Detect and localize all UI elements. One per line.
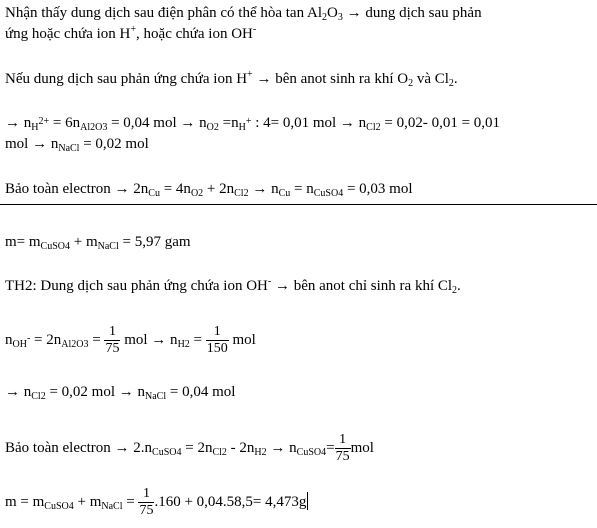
line-cl2-nacl-moles: → $n_{Cl2} = 0,02$ mol → $n_{NaCl} = 0,04$ mol — [5, 384, 236, 402]
line-case-2-heading: TH2: Dung dịch sau phản ứng chứa ion OH- → bên anot chỉ sinh ra khí $Cl_2$. — [5, 276, 461, 296]
line-oh-moles: $n_{OH^-} = 2n_{Al2O3}$ = $\frac{1}{75}$ mol → $n_{H2}$ = $\frac{1}{150}$ mol — [5, 324, 256, 357]
line-dissolve-al2o3: Nhận thấy dung dịch sau điện phân có thể hòa $\tan Al_2O_3$ → dung dịch sau phản — [5, 5, 482, 23]
fraction-1-150: $\frac{1}{150}$ — [206, 324, 228, 357]
line-mass-case-1: $m= m_{CuSO4} + m_{NaCl} = 5,97$ gam — [5, 234, 191, 252]
fraction-1-75-b: $\frac{1}{75}$ — [335, 432, 350, 465]
line-ion-options: ứng hoặc chứa ion H+, hoặc chứa ion OH- — [5, 24, 257, 42]
fraction-1-75-c: $\frac{1}{75}$ — [139, 486, 154, 519]
line-mass-case-2: $m = m_{CuSO4} + m_{NaCl}$ = $\frac{1}{75}$ .160 + 0,04.58,5= 4,473g — [5, 486, 307, 519]
line-electron-balance-1: Bảo toàn electron → $2n_{Cu} = 4n_{O2} + 2n_{Cl2} \to n_{Cu} = n_{CuSO4} = 0,03$ mol — [5, 181, 413, 199]
line-mole-calc-1: → $n_{H^{2+}} = 6n_{Al2O3} = 0,04$ mol → $n_{O2} =n_{H^+}$ : 4= 0,01 mol → $n_{Cl2} = 0,02-$ 0,01 = 0,01 — [5, 115, 501, 133]
page-separator — [0, 204, 597, 205]
text-cursor — [307, 492, 308, 510]
line-case-h-plus: Nếu dung dịch sau phản ứng chứa ion H+ → bên anot sinh ra khí $O_2$ và $Cl_2$. — [5, 69, 458, 89]
line-electron-balance-2: Bảo toàn electron → $2.n_{CuSO4} = 2n_{Cl2} - 2n_{H2} \to n_{CuSO4}=$ $\frac{1}{75}$ mol — [5, 432, 374, 465]
fraction-1-75: $\frac{1}{75}$ — [105, 324, 120, 357]
line-mole-calc-2: mol → $n_{NaCl} = 0,02$ mol — [5, 136, 149, 154]
